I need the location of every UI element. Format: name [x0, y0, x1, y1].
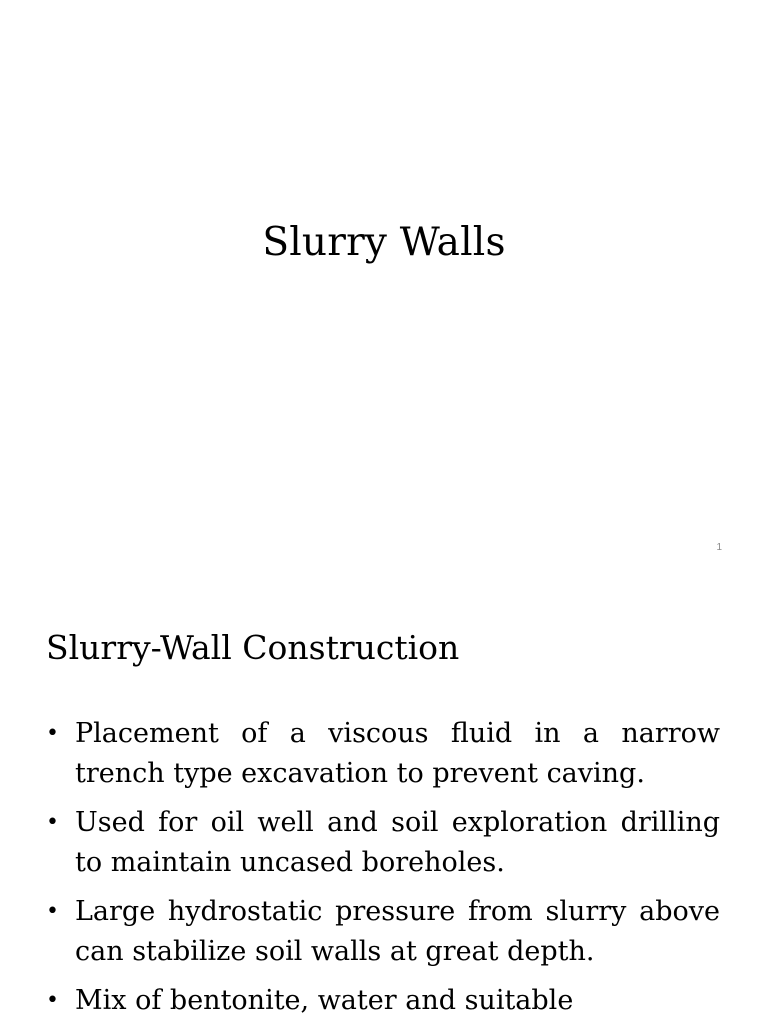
bullet-list — [46, 714, 720, 1024]
bullet-text: Used for oil well and soil exploration drilling to maintain uncased boreholes. — [75, 807, 720, 878]
bullet-icon: • — [46, 810, 59, 835]
bullet-item — [46, 714, 720, 794]
page-number: 1 — [716, 542, 722, 553]
bullet-icon: • — [46, 988, 59, 1013]
slide-heading: Slurry-Wall Construction — [46, 628, 460, 667]
bullet-item — [46, 892, 720, 972]
bullet-icon: • — [46, 899, 59, 924]
bullet-text: Placement of a viscous fluid in a narrow trench type excavation to prevent caving. — [75, 718, 720, 789]
bullet-icon: • — [46, 721, 59, 746]
bullet-text: Mix of bentonite, water and suitable — [75, 985, 574, 1016]
bullet-item — [46, 803, 720, 883]
bullet-item — [46, 981, 720, 1021]
slide-2 — [0, 576, 768, 1024]
bullet-text: Large hydrostatic pressure from slurry above can stabilize soil walls at great depth. — [75, 896, 720, 967]
slide-title: Slurry Walls — [262, 220, 506, 265]
